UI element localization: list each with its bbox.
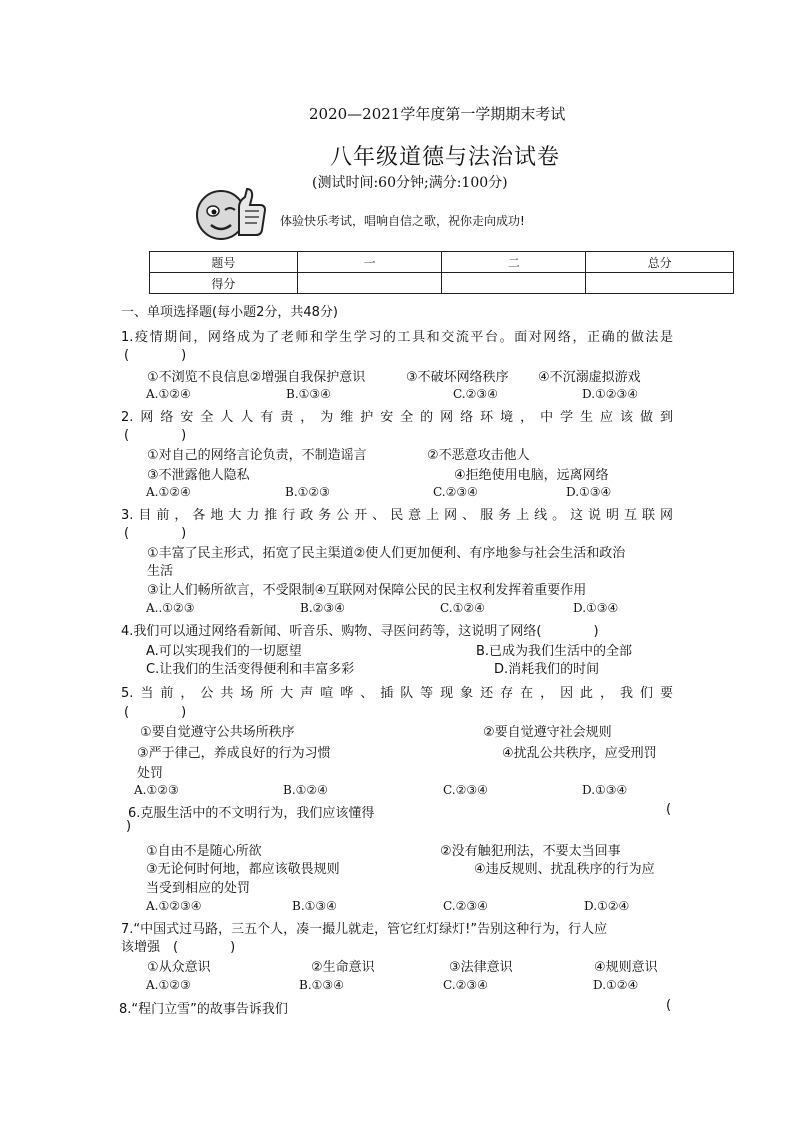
encouragement-text: 体验快乐考试，唱响自信之歌，祝你走向成功! xyxy=(280,214,525,228)
option[interactable]: B.①③④ xyxy=(299,978,344,992)
score-table-header: 题号 xyxy=(150,252,298,273)
statement: ②没有触犯刑法，不要太当回事 xyxy=(440,844,621,859)
score-cell[interactable] xyxy=(586,273,734,294)
statement: ①对自己的网络言论负责，不制造谣言 xyxy=(147,448,367,463)
statement: ④扰乱公共秩序，应受刑罚 xyxy=(502,746,657,761)
option[interactable]: A..①②③ xyxy=(146,601,195,615)
exam-term-heading: 2020—2021学年度第一学期期末考试 xyxy=(309,105,566,123)
answer-paren-open[interactable]: ( xyxy=(666,802,672,817)
score-table-header: 二 xyxy=(442,252,586,273)
option[interactable]: D.消耗我们的时间 xyxy=(494,662,600,677)
statement: ③法律意识 xyxy=(449,960,513,975)
thumbs-up-smiley-icon xyxy=(195,183,267,243)
score-table xyxy=(149,251,734,294)
statement: 生活 xyxy=(147,564,174,579)
answer-paren[interactable]: ( ) xyxy=(124,428,187,443)
answer-paren[interactable]: ( ) xyxy=(124,705,187,720)
question-stem: 7.“中国式过马路，三五个人，凑一撮儿就走，管它红灯绿灯!”告别这种行为，行人应 xyxy=(121,922,608,937)
question-stem-cont: 该增强 ( ) xyxy=(121,940,236,955)
statement: ③不泄露他人隐私 xyxy=(147,468,250,483)
statement: 处罚 xyxy=(137,766,164,781)
option[interactable]: B.①②③ xyxy=(285,485,330,499)
score-table-header: 总分 xyxy=(586,252,734,273)
statement: ④不沉溺虚拟游戏 xyxy=(538,370,641,385)
option[interactable]: D.①③④ xyxy=(566,485,612,499)
statement: ④违反规则、扰乱秩序的行为应 xyxy=(474,862,655,877)
question-stem: 2.网络安全人人有责，为维护安全的网络环境，中学生应该做到 xyxy=(121,410,673,425)
option[interactable]: A.①②④ xyxy=(146,387,191,401)
option[interactable]: C.让我们的生活变得便利和丰富多彩 xyxy=(146,662,355,677)
statement: ②要自觉遵守社会规则 xyxy=(483,725,612,740)
section-title: 一、单项选择题(每小题2分，共48分) xyxy=(121,305,338,320)
score-table-row xyxy=(150,273,734,294)
statement: ③无论何时何地，都应该敬畏规则 xyxy=(146,862,340,877)
option[interactable]: C.②③④ xyxy=(443,978,488,992)
answer-paren[interactable]: ( ) xyxy=(124,348,187,363)
statement: ①要自觉遵守公共场所秩序 xyxy=(140,725,295,740)
statement: ①丰富了民主形式，拓宽了民主渠道②使人们更加便利、有序地参与社会生活和政治 xyxy=(147,546,626,561)
option[interactable]: D.①②④ xyxy=(593,978,639,992)
score-cell[interactable] xyxy=(442,273,586,294)
statement: ③严于律己，养成良好的行为习惯 xyxy=(137,746,331,761)
option[interactable]: C.②③④ xyxy=(453,387,498,401)
option[interactable]: A.①②④ xyxy=(146,485,191,499)
statement: ④拒绝使用电脑，远离网络 xyxy=(454,468,609,483)
option[interactable]: B.①②④ xyxy=(283,783,328,797)
option[interactable]: C.②③④ xyxy=(433,485,478,499)
option[interactable]: D.①②④ xyxy=(584,899,630,913)
answer-paren-close[interactable]: ) xyxy=(126,819,132,834)
score-table-header: 一 xyxy=(297,252,442,273)
option[interactable]: D.①②③④ xyxy=(582,387,639,401)
paper-title: 八年级道德与法治试卷 xyxy=(330,145,561,170)
answer-paren-open[interactable]: ( xyxy=(666,998,672,1013)
question-stem: 8.“程门立雪”的故事告诉我们 xyxy=(119,1002,288,1017)
option[interactable]: C.①②④ xyxy=(440,601,485,615)
option[interactable]: B.①③④ xyxy=(292,899,337,913)
option[interactable]: C.②③④ xyxy=(443,783,488,797)
statement: ②生命意识 xyxy=(311,960,375,975)
question-stem: 6.克服生活中的不文明行为，我们应该懂得 xyxy=(128,806,375,821)
statement: ④规则意识 xyxy=(594,960,658,975)
option[interactable]: B.已成为我们生活中的全部 xyxy=(476,644,633,659)
question-stem: 1.疫情期间，网络成为了老师和学生学习的工具和交流平台。面对网络，正确的做法是 xyxy=(121,330,673,345)
statement: ②不恶意攻击他人 xyxy=(427,448,530,463)
statement: ③让人们畅所欲言，不受限制④互联网对保障公民的民主权利发挥着重要作用 xyxy=(147,583,587,598)
statement: 当受到相应的处罚 xyxy=(146,881,251,896)
option[interactable]: D.①③④ xyxy=(582,783,628,797)
score-cell[interactable] xyxy=(297,273,442,294)
statement: ①自由不是随心所欲 xyxy=(146,844,262,859)
option[interactable]: A.①②③④ xyxy=(146,899,202,913)
option[interactable]: A.①②③ xyxy=(134,783,179,797)
option[interactable]: B.①③④ xyxy=(286,387,331,401)
option[interactable]: A.可以实现我们的一切愿望 xyxy=(146,644,302,659)
question-stem: 3.目前，各地大力推行政务公开、民意上网、服务上线。这说明互联网 xyxy=(121,508,673,523)
statement: ①从众意识 xyxy=(147,960,211,975)
option[interactable]: B.②③④ xyxy=(300,601,345,615)
score-table-header-row xyxy=(150,252,734,273)
option[interactable]: A.①②③ xyxy=(146,978,191,992)
statement: ③不破坏网络秩序 xyxy=(406,370,509,385)
option[interactable]: D.①③④ xyxy=(573,601,619,615)
statement: ①不浏览不良信息②增强自我保护意识 xyxy=(147,370,366,385)
score-row-label: 得分 xyxy=(150,273,298,294)
question-stem: 4.我们可以通过网络看新闻、听音乐、购物、寻医问药等，这说明了网络( ) xyxy=(121,624,599,639)
answer-paren[interactable]: ( ) xyxy=(124,526,187,541)
exam-time-info: (测试时间:60分钟;满分:100分) xyxy=(312,175,508,191)
option[interactable]: C.②③④ xyxy=(443,899,488,913)
question-stem: 5.当前，公共场所大声喧哗、插队等现象还存在，因此，我们要 xyxy=(121,686,673,701)
